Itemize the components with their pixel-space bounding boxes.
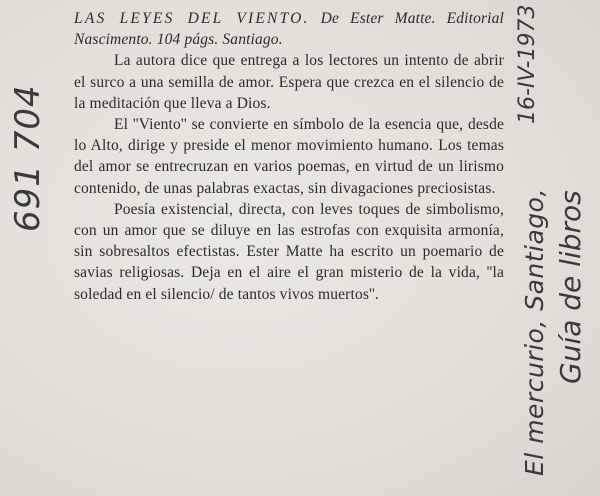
handwritten-section-note: Guía de libros bbox=[554, 190, 587, 384]
citation-details: De Ester Matte. Editorial Nascimento. 104 págs. Santiago. bbox=[74, 10, 504, 49]
handwritten-source-note: El mercurio, Santiago, bbox=[520, 188, 549, 476]
handwritten-call-number: 691 704 bbox=[8, 84, 48, 232]
book-citation bbox=[74, 8, 504, 50]
book-title: LAS LEYES DEL VIENTO. bbox=[74, 10, 310, 27]
review-paragraph-2: El ''Viento'' se convierte en símbolo de la esencia que, desde lo Alto, dirige y preside el menor movimiento humano. Los temas del amor se entrecruzan en varios poemas, en virtud de un lirismo contenido, de unas palabras exactas, sin divagaciones preciosistas. bbox=[74, 116, 504, 197]
book-review-clipping bbox=[74, 8, 504, 305]
review-paragraph-1: La autora dice que entrega a los lectores un intento de abrir el surco a una semilla de amor. Espera que crezca en el silencio de la meditación que lleva a Dios. bbox=[74, 52, 504, 112]
handwritten-date: 16-IV-1973 bbox=[515, 4, 540, 124]
review-paragraph-3: Poesía existencial, directa, con leves toques de simbolismo, con un amor que se diluye en las estrofas con exquisita armonía, sin sobresaltos efectistas. Ester Matte ha escrito un poemario de savias religiosas. Deja en el aire el gran misterio de la vida, ''la soledad en el silencio/ de tantos vivos muertos''. bbox=[74, 200, 504, 303]
